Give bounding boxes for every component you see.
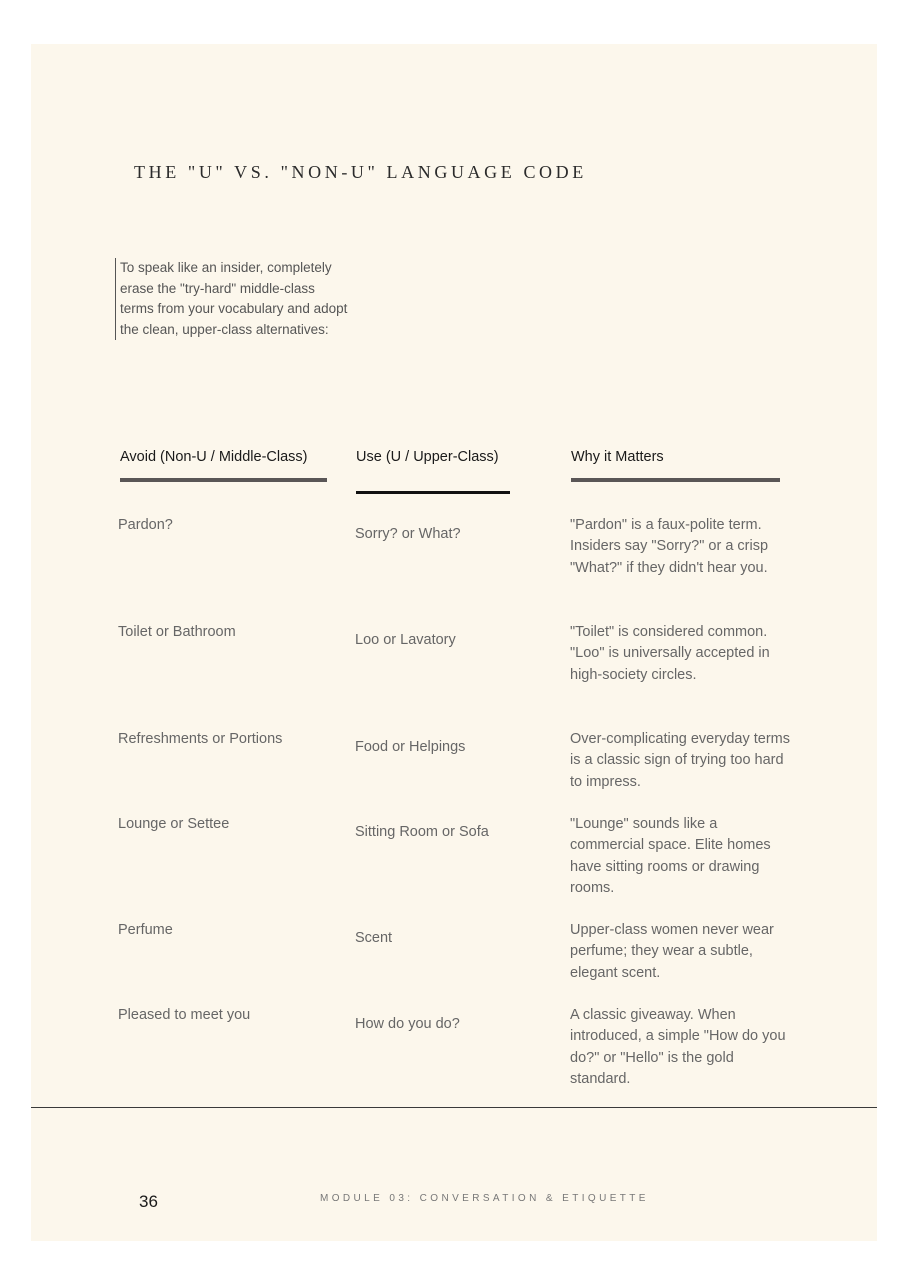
row-2-why: "Toilet" is considered common. "Loo" is universally accepted in high-society circles. xyxy=(570,624,770,683)
column-header-avoid: Avoid (Non-U / Middle-Class) xyxy=(120,449,308,465)
column-header-use: Use (U / Upper-Class) xyxy=(356,449,499,465)
column-header-why: Why it Matters xyxy=(571,449,664,465)
row-3-use: Food or Helpings xyxy=(355,739,466,755)
row-1-why: "Pardon" is a faux-polite term. Insiders say "Sorry?" or a crisp "What?" if they didn't hear you. xyxy=(570,517,769,576)
row-3-why: Over-complicating everyday terms is a classic sign of trying too hard to impress. xyxy=(570,731,790,790)
row-1-use: Sorry? or What? xyxy=(355,526,461,542)
module-label: MODULE 03: CONVERSATION & ETIQUETTE xyxy=(320,1193,649,1204)
header-underline-use xyxy=(356,491,510,494)
page-title: THE "U" VS. "NON-U" LANGUAGE CODE xyxy=(134,162,587,182)
row-2-avoid: Toilet or Bathroom xyxy=(118,624,236,640)
row-4-use: Sitting Room or Sofa xyxy=(355,824,489,840)
page-number: 36 xyxy=(139,1192,158,1211)
intro-quote: To speak like an insider, completely erase the "try-hard" middle-class terms from your vocabulary and adopt the clean, upper-class alternatives: xyxy=(115,258,350,340)
row-2-use: Loo or Lavatory xyxy=(355,632,456,648)
row-5-why: Upper-class women never wear perfume; they wear a subtle, elegant scent. xyxy=(570,922,774,981)
row-4-avoid: Lounge or Settee xyxy=(118,816,230,832)
row-4-why: "Lounge" sounds like a commercial space. Elite homes have sitting rooms or drawing rooms. xyxy=(570,816,771,896)
row-3-avoid: Refreshments or Portions xyxy=(118,731,283,747)
page xyxy=(31,44,877,1241)
footer-divider xyxy=(31,1107,877,1108)
row-6-use: How do you do? xyxy=(355,1016,460,1032)
header-underline-avoid xyxy=(120,478,327,482)
row-6-why: A classic giveaway. When introduced, a simple "How do you do?" or "Hello" is the gold standard. xyxy=(570,1007,786,1087)
row-5-use: Scent xyxy=(355,930,393,946)
row-5-avoid: Perfume xyxy=(118,922,173,938)
row-6-avoid: Pleased to meet you xyxy=(118,1007,251,1023)
header-underline-why xyxy=(571,478,780,482)
row-1-avoid: Pardon? xyxy=(118,517,173,533)
